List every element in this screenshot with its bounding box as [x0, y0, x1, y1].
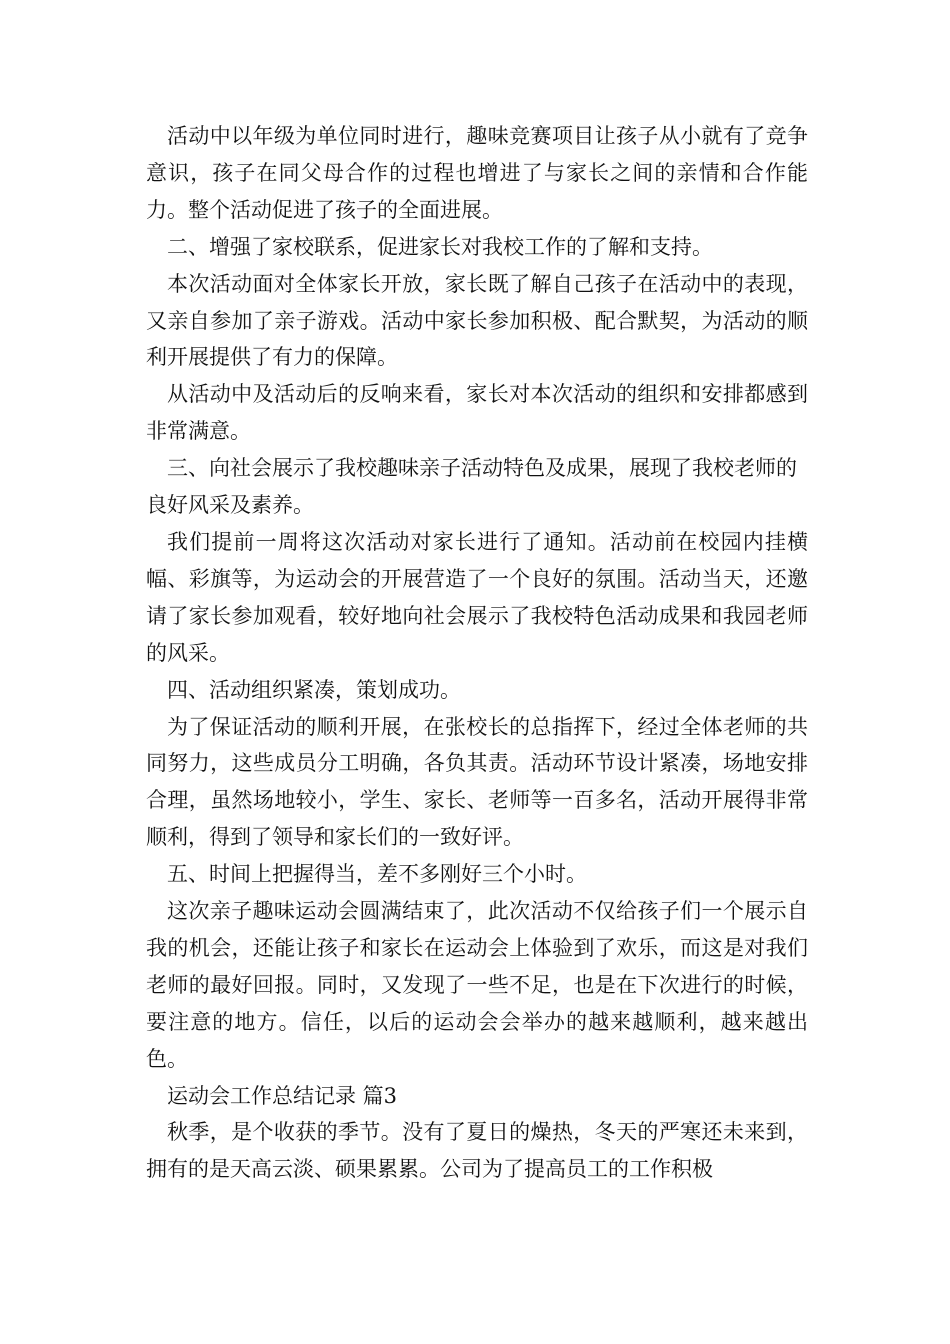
paragraph-organization: 为了保证活动的顺利开展，在张校长的总指挥下，经过全体老师的共同努力，这些成员分工明确，各负其责。活动环节设计紧凑，场地安排合理，虽然场地较小，学生、家长、老师等一百多名，活动开展得非常顺利，得到了领导和家长们的一致好评。	[146, 714, 808, 850]
paragraph-autumn: 秋季，是个收获的季节。没有了夏日的燥热，冬天的严寒还未来到，拥有的是天高云淡、硕果累累。公司为了提高员工的工作积极	[146, 1120, 808, 1182]
section-heading-two: 二、增强了家校联系，促进家长对我校工作的了解和支持。	[167, 234, 713, 259]
paragraph-notice: 我们提前一周将这次活动对家长进行了通知。活动前在校园内挂横幅、彩旗等，为运动会的开展营造了一个良好的氛围。活动当天，还邀请了家长参加观看，较好地向社会展示了我校特色活动成果和我园老师的风采。	[146, 529, 808, 665]
section-heading-five: 五、时间上把握得当，差不多刚好三个小时。	[167, 862, 587, 887]
document-page	[146, 118, 808, 1188]
paragraph-parents-satisfied: 从活动中及活动后的反响来看，家长对本次活动的组织和安排都感到非常满意。	[146, 382, 808, 444]
paragraph-conclusion: 这次亲子趣味运动会圆满结束了，此次活动不仅给孩子们一个展示自我的机会，还能让孩子和家长在运动会上体验到了欢乐，而这是对我们老师的最好回报。同时，又发现了一些不足，也是在下次进行的时候，要注意的地方。信任，以后的运动会会举办的越来越顺利，越来越出色。	[146, 899, 808, 1071]
section-heading-four: 四、活动组织紧凑，策划成功。	[167, 677, 461, 702]
paragraph-parents-open: 本次活动面对全体家长开放，家长既了解自己孩子在活动中的表现，又亲自参加了亲子游戏。活动中家长参加积极、配合默契，为活动的顺利开展提供了有力的保障。	[146, 271, 808, 370]
paragraph-activity-competition: 活动中以年级为单位同时进行，趣味竞赛项目让孩子从小就有了竞争意识，孩子在同父母合作的过程也增进了与家长之间的亲情和合作能力。整个活动促进了孩子的全面进展。	[146, 124, 808, 222]
section-heading-three: 三、向社会展示了我校趣味亲子活动特色及成果，展现了我校老师的良好风采及素养。	[146, 456, 797, 518]
article-title-part-3: 运动会工作总结记录 篇3	[167, 1083, 398, 1108]
